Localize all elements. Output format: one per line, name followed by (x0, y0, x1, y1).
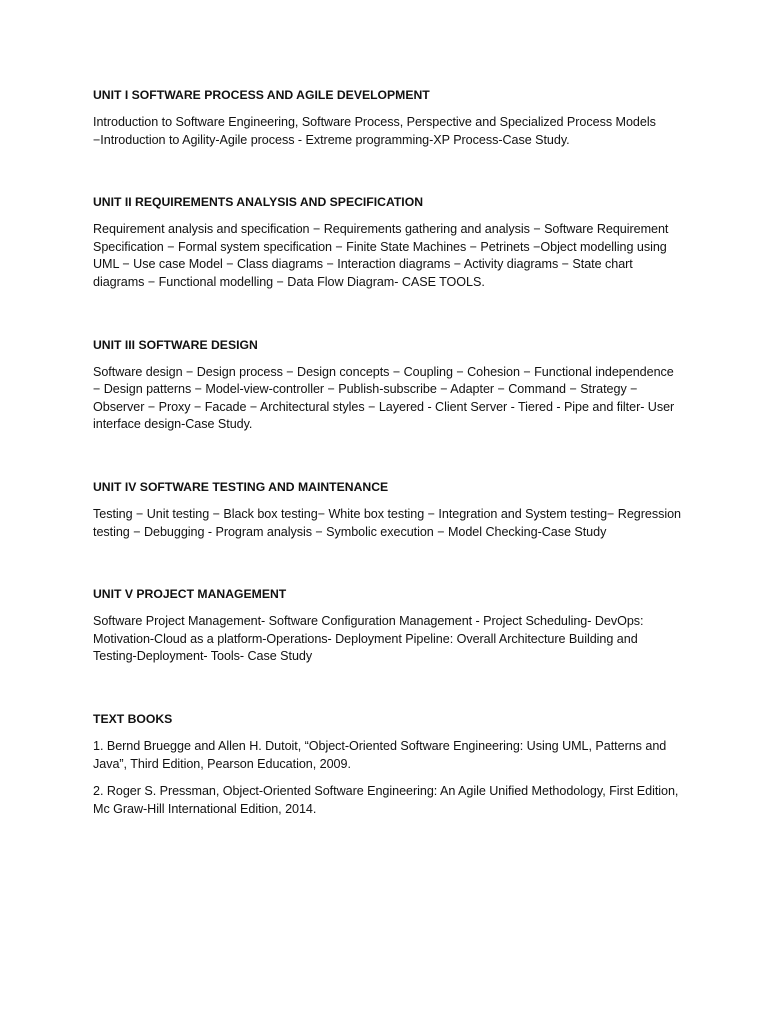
unit-1-body: Introduction to Software Engineering, Software Process, Perspective and Specialized Process Models −Introduction to Agility-Agile process - Extreme programming-XP Process-Case Study. (93, 115, 656, 147)
unit-5-section (93, 585, 683, 666)
unit-3-heading: UNIT III SOFTWARE DESIGN (93, 337, 258, 352)
text-books-section (93, 710, 683, 818)
unit-2-heading: UNIT II REQUIREMENTS ANALYSIS AND SPECIFICATION (93, 195, 424, 210)
unit-3-section (93, 336, 683, 434)
unit-2-body: Requirement analysis and specification − Requirements gathering and analysis − Software Requirement Specification − Formal system specification − Finite State Machines − Petrinets −Object modelling using UML − Use case Model − Class diagrams − Interaction diagrams − Activity diagrams − State chart diagrams − Functional modelling − Data Flow Diagram- CASE TOOLS. (93, 222, 669, 289)
syllabus-document (93, 86, 683, 862)
unit-5-heading: UNIT V PROJECT MANAGEMENT (93, 587, 287, 602)
unit-5-body: Software Project Management- Software Configuration Management - Project Scheduling- DevOps: Motivation-Cloud as a platform-Operations- Deployment Pipeline: Overall Architecture Building and Testing-Deployment- Tools- Case Study (93, 614, 644, 664)
unit-2-section (93, 193, 683, 291)
text-book-item-2: 2. Roger S. Pressman, Object-Oriented Software Engineering: An Agile Unified Methodology, First Edition, Mc Graw-Hill International Edition, 2014. (93, 784, 679, 816)
unit-4-body: Testing − Unit testing − Black box testing− White box testing − Integration and System testing− Regression testing − Debugging - Program analysis − Symbolic execution − Model Checking-Case Study (93, 506, 681, 539)
unit-3-body: Software design − Design process − Design concepts − Coupling − Cohesion − Functional independence − Design patterns − Model-view-controller − Publish-subscribe − Adapter − Command − Strategy − Observer − Proxy − Facade − Architectural styles − Layered - Client Server - Tiered - Pipe and filter- User interface design-Case Study. (93, 364, 675, 432)
text-book-item-1: 1. Bernd Bruegge and Allen H. Dutoit, “Object-Oriented Software Engineering: Using UML, Patterns and Java”, Third Edition, Pearson Education, 2009. (93, 738, 667, 771)
text-books-heading: TEXT BOOKS (93, 711, 173, 726)
unit-4-section (93, 478, 683, 541)
unit-1-heading: UNIT I SOFTWARE PROCESS AND AGILE DEVELOPMENT (93, 88, 430, 102)
unit-1-section (93, 86, 683, 149)
unit-4-heading: UNIT IV SOFTWARE TESTING AND MAINTENANCE (93, 479, 389, 494)
